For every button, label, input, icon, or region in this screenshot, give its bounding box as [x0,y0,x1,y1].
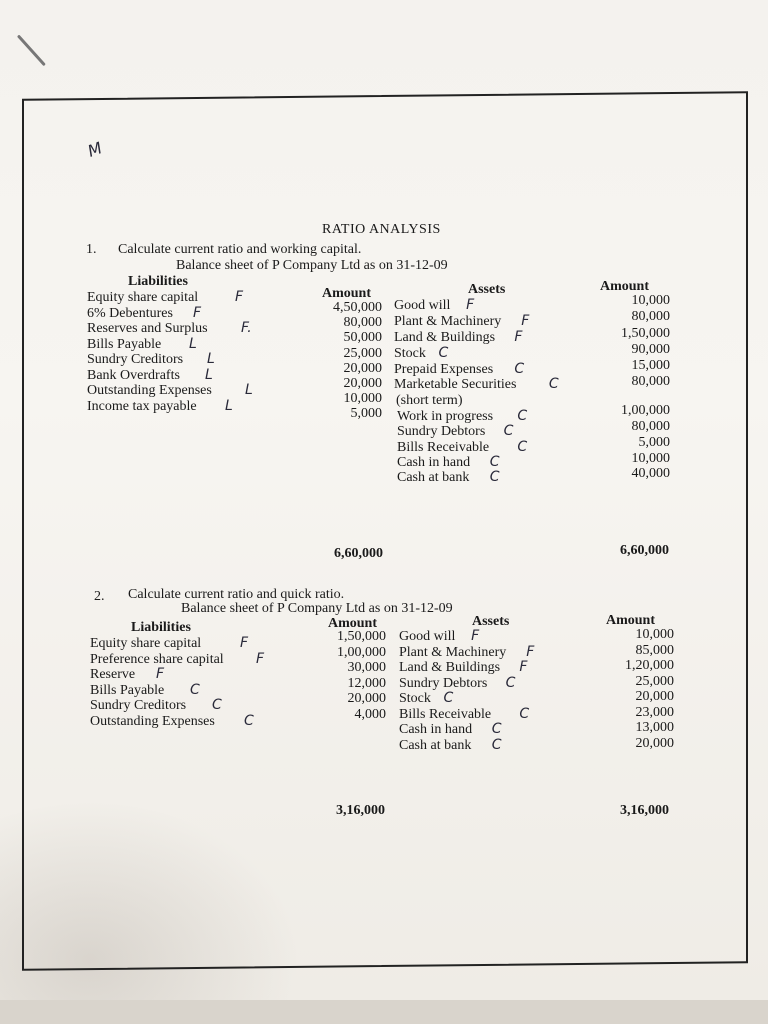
asset-amount: 40,000 [631,466,670,481]
handwritten-mark: C [491,736,502,753]
q2-total-liabilities: 3,16,000 [336,803,385,818]
handwritten-mark: C [548,376,559,392]
handwritten-mark: F [156,666,165,682]
q2-amount-header: Amount [328,616,378,631]
handwritten-mark: L [245,382,253,398]
asset-name: Good will [394,298,451,313]
q1-question: Calculate current ratio and working capital. [118,242,362,257]
liability-amount: 50,000 [343,330,382,346]
q1-total-assets: 6,60,000 [620,543,669,558]
liability-name: Bills Payable [87,336,162,352]
asset-amount: 15,000 [631,358,670,373]
handwritten-mark: F. [241,320,252,336]
liability-name: Reserve [90,667,136,682]
handwritten-mark: F [519,659,528,675]
handwritten-mark: L [207,351,215,367]
asset-amount: 5,000 [638,435,670,450]
q2-total-assets: 3,16,000 [620,803,669,818]
handwritten-mark: F [193,304,202,321]
asset-amount: 13,000 [635,720,674,735]
handwritten-mark: C [505,674,516,691]
asset-name: Sundry Debtors [399,675,488,691]
q1-liabilities-header: Liabilities [128,274,188,289]
asset-name: Cash in hand [399,722,473,737]
asset-amount: 20,000 [635,735,674,751]
liability-name: Sundry Creditors [90,698,187,713]
liability-name: Preference share capital [90,651,224,667]
handwritten-mark: C [190,681,200,698]
handwritten-mark: L [225,397,233,414]
handwritten-mark: C [517,408,528,424]
asset-amount: 1,20,000 [625,658,674,673]
q2-question: Calculate current ratio and quick ratio. [128,587,345,602]
liability-name: Outstanding Expenses [87,383,212,398]
handwritten-mark: C [514,361,525,377]
handwritten-mark: L [205,366,213,383]
liability-amount: 4,000 [354,706,386,722]
asset-amount: 10,000 [631,451,670,466]
handwritten-mark: F [256,650,265,667]
asset-name: Land & Buildings [394,330,496,345]
liability-name: Bank Overdrafts [87,367,180,383]
handwritten-mark: C [519,705,530,722]
asset-amount: 10,000 [635,627,674,642]
q2-subtitle: Balance sheet of P Company Ltd as on 31-12-09 [181,601,453,616]
handwritten-mark: F [526,643,535,660]
handwritten-mark: L [189,335,197,352]
handwritten-mark: F [240,635,249,651]
liability-name: 6% Debentures [87,305,173,321]
q2-assets-header: Assets [472,614,510,629]
asset-name: Cash at bank [399,737,472,753]
handwritten-mark: C [489,454,500,470]
asset-name: Cash in hand [397,455,471,470]
asset-name: Marketable Securities [394,377,517,392]
asset-name: Stock [394,346,426,361]
liability-amount: 25,000 [343,345,382,361]
asset-name: Stock [399,691,431,706]
q2-assets-amount-header: Amount [606,613,656,628]
asset-amount: 1,00,000 [621,403,670,418]
asset-name: (short term) [396,393,463,408]
asset-name: Bills Receivable [397,440,490,455]
handwritten-mark: C [212,697,222,713]
asset-amount: 25,000 [635,673,674,689]
liability-name: Bills Payable [90,682,165,698]
liability-amount: 80,000 [343,315,382,331]
asset-amount: 1,50,000 [621,326,670,341]
handwritten-mark: F [521,313,530,329]
liability-amount: 20,000 [343,360,382,376]
handwritten-mark: C [443,690,454,706]
q1-assets-amount-header: Amount [600,279,650,294]
q1-number: 1. [86,242,97,257]
liability-name: Equity share capital [87,290,199,305]
asset-amount: 90,000 [631,342,670,357]
q1-assets-header: Assets [468,282,506,297]
q1-amount-header: Amount [322,286,372,301]
asset-amount: 10,000 [631,293,670,308]
liability-amount: 30,000 [347,660,386,675]
asset-amount: 85,000 [635,642,674,658]
asset-name: Bills Receivable [399,706,492,722]
handwritten-mark: F [466,297,475,313]
asset-name: Plant & Machinery [399,644,507,660]
q2-number: 2. [94,589,105,604]
margin-mark: M [85,138,105,161]
liability-name: Outstanding Expenses [90,713,215,729]
liability-amount: 5,000 [350,406,382,422]
asset-name: Sundry Debtors [397,424,486,439]
asset-name: Work in progress [397,409,494,424]
liability-amount: 20,000 [347,691,386,706]
liability-name: Reserves and Surplus [87,321,208,336]
asset-name: Cash at bank [397,470,470,485]
handwritten-mark: C [438,345,449,361]
liability-amount: 12,000 [347,675,386,691]
handwritten-mark: F [235,289,244,305]
handwritten-mark: C [244,712,254,729]
handwritten-mark: C [489,469,500,485]
page-title: RATIO ANALYSIS [322,222,441,237]
q1-subtitle: Balance sheet of P Company Ltd as on 31-12-09 [176,258,448,273]
liability-amount: 10,000 [343,391,382,407]
liability-name: Sundry Creditors [87,352,184,367]
handwritten-mark: C [517,439,528,455]
handwritten-mark: C [503,423,514,439]
asset-name: Good will [399,629,456,644]
asset-amount: 20,000 [635,689,674,704]
asset-name: Prepaid Expenses [394,362,494,377]
liability-amount: 1,50,000 [337,629,386,644]
asset-amount: 80,000 [631,309,670,324]
asset-amount: 80,000 [631,374,670,389]
asset-name: Plant & Machinery [394,314,502,329]
liability-name: Income tax payable [87,398,197,414]
q2-liabilities-header: Liabilities [131,620,191,635]
q1-total-liabilities: 6,60,000 [334,546,383,561]
liability-amount: 1,00,000 [337,644,386,660]
asset-name: Land & Buildings [399,660,501,675]
asset-amount: 80,000 [631,419,670,434]
handwritten-mark: F [471,628,480,644]
liability-amount: 4,50,000 [333,300,382,315]
liability-amount: 20,000 [343,376,382,391]
asset-amount: 23,000 [635,704,674,720]
handwritten-mark: F [514,329,523,345]
liability-name: Equity share capital [90,636,202,651]
handwritten-mark: C [491,721,502,737]
